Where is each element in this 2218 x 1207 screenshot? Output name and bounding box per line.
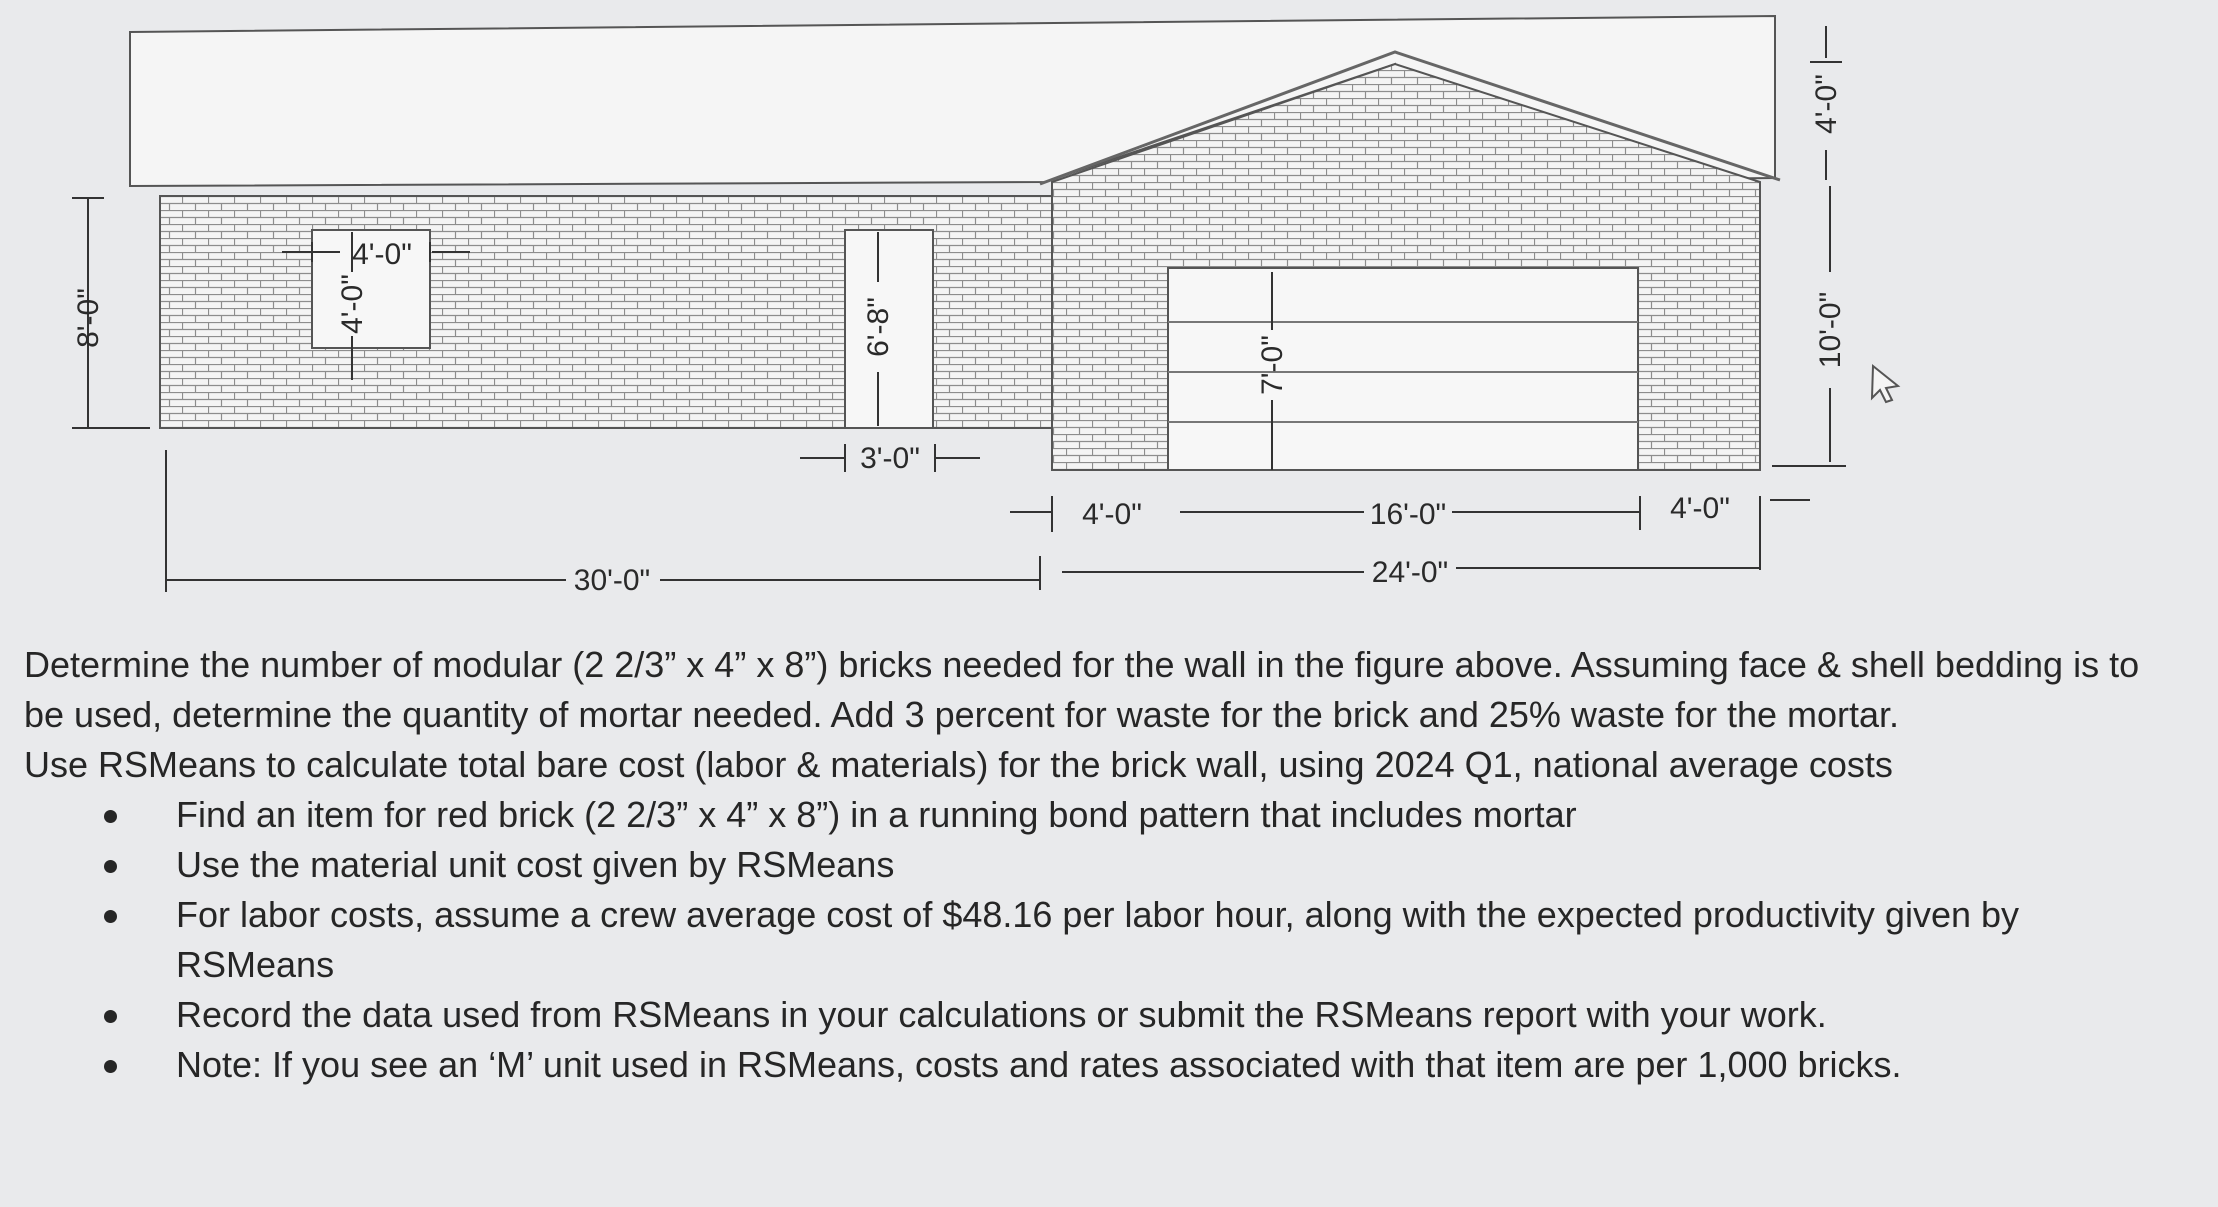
right-wall-height-label: 10'-0": [1814, 291, 1847, 369]
left-pier-width-label: 4'-0": [1082, 498, 1142, 531]
question-paragraph: Determine the number of modular (2 2/3” x 4” x 8”) bricks needed for the wall in the figure above. Assuming face & shell bedding is to be used, determine the quantity of mortar needed. Add 3 percent for waste for the brick and 25% waste for the mortar.: [24, 644, 2140, 735]
list-item-text: Record the data used from RSMeans in your calculations or submit the RSMeans report with your work.: [176, 994, 1827, 1035]
bullet-icon: [104, 1010, 117, 1023]
list-item-text: Use the material unit cost given by RSMeans: [176, 844, 895, 885]
bullet-icon: [104, 860, 117, 873]
list-item-text: Find an item for red brick (2 2/3” x 4” x 8”) in a running bond pattern that includes mortar: [176, 794, 1577, 835]
list-item-text: For labor costs, assume a crew average cost of $48.16 per labor hour, along with the expected productivity given by RSMeans: [176, 894, 2020, 985]
left-wall-height-label: 8'-0": [72, 288, 105, 348]
question-text: [24, 640, 2164, 1090]
left-wall-length-label: 30'-0": [573, 564, 651, 597]
gable-height-label: 4'-0": [1810, 74, 1843, 134]
garage-door-height-label: 7'-0": [1256, 335, 1289, 395]
door-height-label: 6'-8": [862, 297, 895, 357]
list-item-text: Note: If you see an ‘M’ unit used in RSMeans, costs and rates associated with that item are per 1,000 bricks.: [176, 1044, 1902, 1085]
window-width-label: 4'-0": [352, 238, 412, 271]
list-item: [24, 840, 2164, 890]
window-height-label: 4'-0": [336, 274, 369, 334]
garage-door-width-label: 16'-0": [1369, 498, 1447, 531]
list-item: [24, 890, 2164, 990]
right-pier-width-label: 4'-0": [1670, 492, 1730, 525]
bullet-icon: [104, 1060, 117, 1073]
list-item: [24, 1040, 2164, 1090]
instruction-paragraph: Use RSMeans to calculate total bare cost (labor & materials) for the brick wall, using 2024 Q1, national average costs: [24, 744, 1893, 785]
bullet-icon: [104, 810, 117, 823]
garage-wall-length-label: 24'-0": [1371, 556, 1449, 589]
bullet-icon: [104, 910, 117, 923]
garage-door: [1168, 268, 1638, 470]
cursor-arrow-icon: [1872, 366, 1898, 402]
list-item: [24, 990, 2164, 1040]
list-item: [24, 790, 2164, 840]
door-width-label: 3'-0": [860, 442, 920, 475]
instruction-list: [24, 790, 2164, 1090]
